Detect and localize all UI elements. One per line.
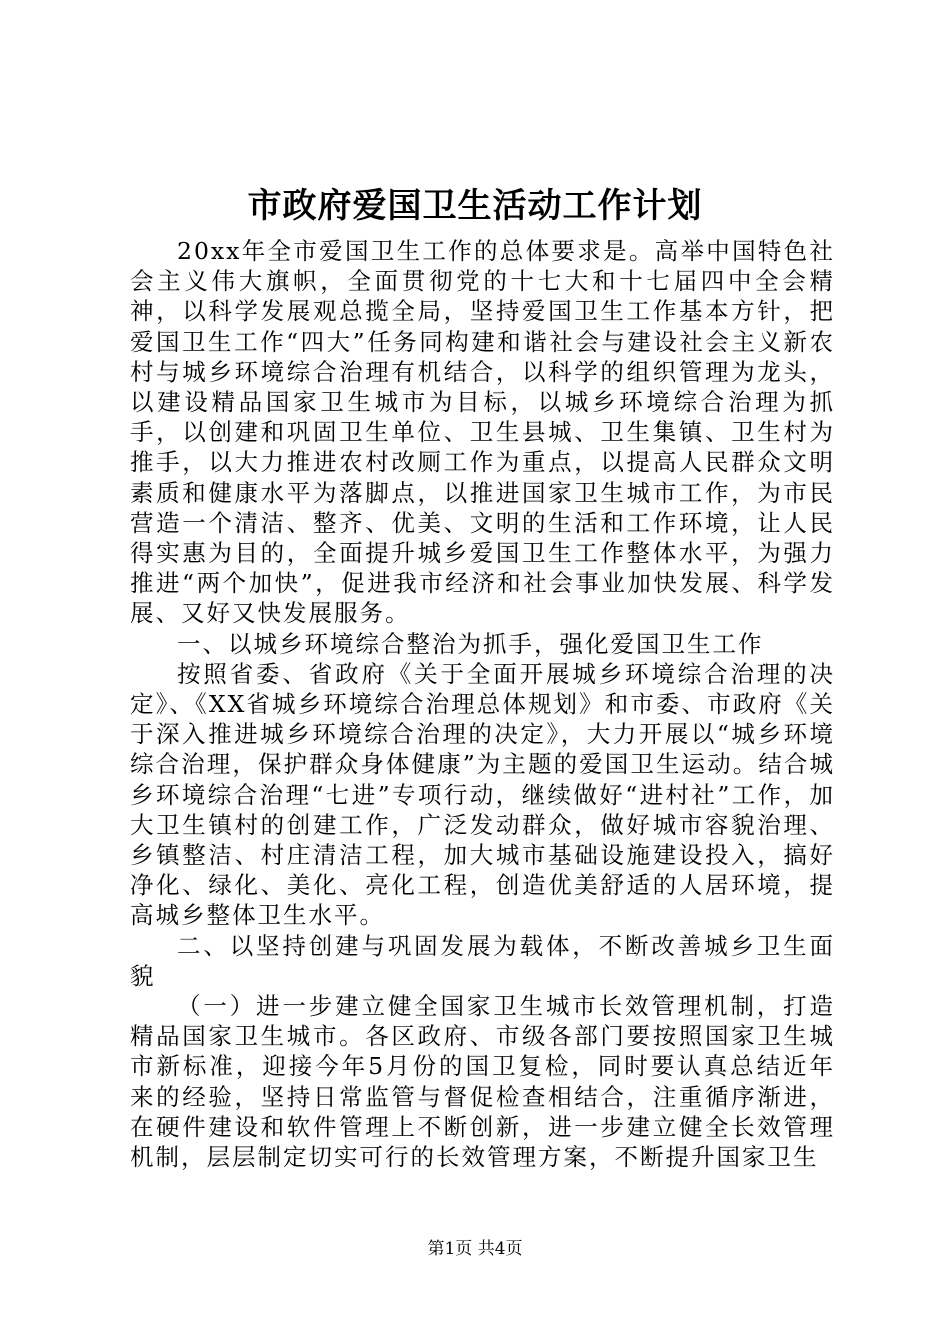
document-body bbox=[130, 236, 835, 1172]
paragraph-subsection-1: （一）进一步建立健全国家卫生城市长效管理机制，打造精品国家卫生城市。各区政府、市级各部门要按照国家卫生城市新标准，迎接今年5月份的国卫复检，同时要认真总结近年来的经验，坚持日常监管与督促检查相结合，注重循序渐进，在硬件建设和软件管理上不断创新，进一步建立健全长效管理机制，层层制定切实可行的长效管理方案，不断提升国家卫生 bbox=[130, 992, 835, 1172]
page-number-footer: 第1页 共4页 bbox=[427, 1239, 523, 1259]
paragraph-intro: 20xx年全市爱国卫生工作的总体要求是。高举中国特色社会主义伟大旗帜，全面贯彻党的十七大和十七届四中全会精神，以科学发展观总揽全局，坚持爱国卫生工作基本方针，把爱国卫生工作“四大”任务同构建和谐社会与建设社会主义新农村与城乡环境综合治理有机结合，以科学的组织管理为龙头，以建设精品国家卫生城市为目标，以城乡环境综合治理为抓手，以创建和巩固卫生单位、卫生县城、卫生集镇、卫生村为推手，以大力推进农村改厕工作为重点，以提高人民群众文明素质和健康水平为落脚点，以推进国家卫生城市工作，为市民营造一个清洁、整齐、优美、文明的生活和工作环境，让人民得实惠为目的，全面提升城乡爱国卫生工作整体水平，为强力推进“两个加快”，促进我市经济和社会事业加快发展、科学发展、又好又快发展服务。 bbox=[130, 237, 835, 628]
section-heading-2: 二、以坚持创建与巩固发展为载体，不断改善城乡卫生面貌 bbox=[130, 931, 835, 990]
document-title: 市政府爱国卫生活动工作计划 bbox=[247, 186, 703, 226]
paragraph-section-1: 按照省委、省政府《关于全面开展城乡环境综合治理的决定》、《XX省城乡环境综合治理总体规划》和市委、市政府《关于深入推进城乡环境综合治理的决定》，大力开展以“城乡环境综合治理，保护群众身体健康”为主题的爱国卫生运动。结合城乡环境综合治理“七进”专项行动，继续做好“进村社”工作，加大卫生镇村的创建工作，广泛发动群众，做好城市容貌治理、乡镇整洁、村庄清洁工程，加大城市基础设施建设投入，搞好净化、绿化、美化、亮化工程，创造优美舒适的人居环境，提高城乡整体卫生水平。 bbox=[130, 659, 835, 930]
section-heading-1: 一、以城乡环境综合整治为抓手，强化爱国卫生工作 bbox=[177, 629, 764, 658]
